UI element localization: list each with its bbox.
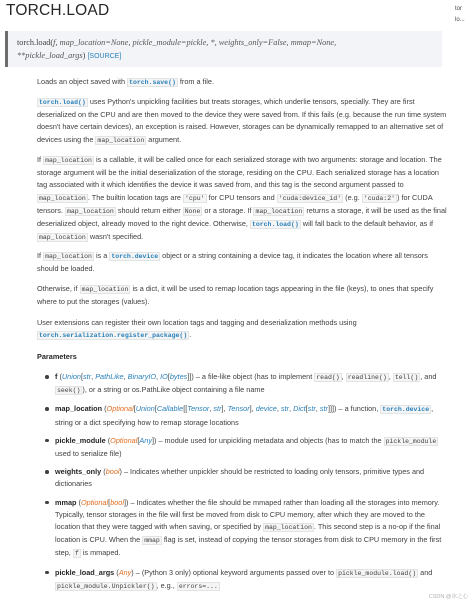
param-desc: , e.g., (156, 580, 175, 590)
text: should return either (117, 205, 181, 215)
param-pickle-load-args: pickle_load_args (Any) – (Python 3 only) optional keyword arguments passed over to pickle_module.load() and pickle_module.Unpickler() , e.g., errors=... (45, 567, 449, 593)
param-desc: used to serialize file) (55, 449, 122, 459)
type-link[interactable]: str (83, 372, 92, 381)
param-desc: , and (420, 372, 437, 381)
code-cuda-device-tag: 'cuda:device_id' (278, 194, 342, 202)
param-name: mmap (55, 497, 77, 507)
side-caption-top: tor (455, 6, 463, 12)
text: wasn't specified. (89, 232, 144, 242)
code-mmap: mmap (144, 537, 160, 545)
dict-paragraph (37, 283, 449, 308)
code-seek: seek() (57, 387, 81, 395)
register-package-link[interactable]: torch.serialization.register_package() (39, 332, 188, 340)
page-title: TORCH.LOAD (6, 2, 110, 19)
signature-params-line2: **pickle_load_args (17, 51, 83, 60)
callable-paragraph (37, 154, 449, 244)
text: . The builtin location tags are (87, 192, 181, 202)
text: User extensions can register their own location tags and tagging and deserialization methods using (37, 318, 357, 327)
code-map-location: map_location (67, 207, 114, 215)
type-link[interactable]: Optional (80, 497, 109, 507)
code-map-location: map_location (45, 157, 92, 164)
code-pickle-unpickler: pickle_module.Unpickler() (57, 582, 155, 590)
type-link[interactable]: str (307, 404, 316, 414)
type-link[interactable]: str (213, 404, 222, 414)
type-link[interactable]: Tensor (187, 404, 210, 414)
type-link[interactable]: Optional (110, 435, 138, 445)
signature-params-line1: f, map_location=None, pickle_module=pickle, *, weights_only=False, mmap=None, (53, 38, 337, 47)
param-name: map_location (55, 404, 103, 414)
type-link[interactable]: PathLike (95, 372, 124, 381)
param-desc: – Indicates whether unpickler should be restricted to loading only tensors, primitive types and dictionaries (55, 467, 425, 489)
parameters-list (45, 371, 449, 593)
source-link[interactable]: [SOURCE] (87, 53, 122, 60)
intro-text-end: from a file. (179, 77, 214, 86)
type-link[interactable]: Union (61, 372, 81, 381)
torch-load-link[interactable]: torch.load() (39, 99, 86, 106)
param-desc: and (420, 567, 433, 577)
param-desc: – a function, (338, 404, 379, 414)
text: . (189, 330, 192, 340)
param-name: f (55, 372, 58, 381)
torch-device-link[interactable]: torch.device (382, 406, 430, 414)
code-map-location: map_location (97, 136, 145, 144)
type-link[interactable]: Tensor (227, 404, 250, 414)
type-link[interactable]: str (280, 404, 289, 414)
type-link[interactable]: Callable (156, 404, 184, 414)
param-f: f (Union[str, PathLike, BinaryIO, IO[bytes]]) – a file-like object (has to implement read() , readline() , tell() , and seek() ), or a string or os.PathLike object containing a file name (45, 371, 449, 397)
storage-paragraph (37, 96, 449, 147)
text: for CPU tensors and (208, 192, 275, 202)
param-weights-only: weights_only (bool) – Indicates whether unpickler should be restricted to loading only tensors, primitive types and dictionaries (45, 466, 449, 490)
text: is a dict, it will be used to remap location tags appearing in the file (keys), to ones that specify where to put the storages (values). (37, 284, 434, 307)
param-desc: – a file-like object (has to implement (195, 372, 313, 381)
extensions-paragraph (37, 317, 449, 342)
intro-paragraph (37, 76, 449, 89)
text: ) for CUDA tensors. (37, 192, 433, 215)
param-desc: , string or a dict specifying how to remap storage locations (55, 404, 434, 427)
type-link[interactable]: Any (118, 567, 132, 577)
param-desc: . This second step is a no-op if the final location is CPU. When the (55, 522, 441, 545)
code-cpu-tag: 'cpu' (185, 194, 205, 202)
intro-text: Loads an object saved with (37, 77, 126, 86)
code-map-location: map_location (39, 234, 86, 242)
code-pickle-module: pickle_module (385, 437, 437, 445)
param-desc: ), or a string or os.PathLike object containing a file name (82, 385, 265, 395)
code-readline: readline() (347, 374, 387, 381)
storage-text: uses Python's unpickling facilities but treats storages, which underlie tensors, specially. They are first deserialized on the CPU and are then moved to the device they were saved from. If this fails (e.g. because the run time system doesn't have certain devices), an exception is raised. However, storages can be dynamically remapped to an alternative set of devices using the (37, 97, 447, 144)
param-desc: – module used for unpickling metadata and objects (has to match the (158, 435, 382, 445)
type-link[interactable]: str (319, 404, 328, 414)
watermark: CSDN @冰之心 (428, 594, 468, 600)
type-link[interactable]: bool (105, 467, 120, 477)
text: object or a string containing a device tag, it indicates the location where all tensors should be loaded. (37, 251, 428, 274)
punct: ]]) (187, 372, 194, 381)
text: If (37, 155, 42, 164)
code-map-location: map_location (81, 286, 129, 293)
code-map-location: map_location (39, 194, 86, 202)
code-read: read() (316, 374, 340, 381)
torch-save-link[interactable]: torch.save() (129, 79, 176, 86)
code-cuda-2-tag: 'cuda:2' (363, 194, 396, 202)
code-map-location: map_location (45, 253, 92, 260)
function-signature (5, 31, 442, 67)
type-link[interactable]: BinaryIO (127, 372, 157, 381)
code-tell: tell() (394, 374, 419, 381)
storage-text-end: argument. (148, 134, 182, 144)
type-link[interactable]: Dict (293, 404, 306, 414)
code-f: f (74, 550, 79, 558)
text: If (37, 251, 42, 260)
type-link[interactable]: device (255, 404, 277, 414)
param-pickle-module: pickle_module (Optional[Any]) – module used for unpickling metadata and objects (has to match the pickle_module used to serialize file) (45, 435, 449, 460)
device-paragraph (37, 250, 449, 275)
signature-close-paren: ) (82, 51, 86, 60)
punct: ( (59, 372, 62, 381)
type-link[interactable]: bytes (169, 372, 188, 381)
param-name: pickle_module (55, 435, 106, 445)
param-desc: – Indicates whether the file should be mmaped rather than loading all the storages into memory. Typically, tensor storages in the file will first be moved from disk to CPU memory, after which they are moved to the location that they were tagged with when saving, or specified by (55, 497, 440, 532)
param-mmap: mmap (Optional[bool]) – Indicates whether the file should be mmaped rather than loading all the storages into memory. Typically, tensor storages in the file will first be moved from disk to CPU memory, after which they are moved to the location that they were tagged with when saving, or specified by map_location . This second step is a no-op if the final location is CPU. When the mmap flag is set, instead of copying the tensor storages from disk to CPU memory in the first step, f is mmaped. (45, 497, 449, 561)
code-none: None (184, 207, 201, 215)
param-desc: flag is set, instead of copying the tensor storages from disk to CPU memory in the first step, (55, 535, 442, 558)
param-desc: is mmaped. (82, 548, 121, 558)
type-link[interactable]: Union (135, 404, 155, 414)
param-name: weights_only (55, 467, 102, 477)
side-caption-bottom: lo... (455, 17, 465, 23)
text: is a (95, 251, 108, 260)
text: (e.g. (345, 192, 360, 202)
text: returns a storage, it will be used as the final deserialized object, already moved to the right device. Otherwise, (37, 205, 447, 229)
text: is a callable, it will be called once for each serialized storage with two arguments: storage and location. The storage argument will be the initial deserialization of the storage, residing on the CPU. Each serialized storage has a location tag associated with it which identifies the device it was saved from, and this tag is the second argument passed to (37, 155, 442, 190)
param-name: pickle_load_args (55, 567, 115, 577)
code-pickle-load: pickle_module.load() (338, 569, 417, 577)
param-map-location: map_location (Optional[Union[Callable[[Tensor, str], Tensor], device, str, Dict[str, str]]]) – a function, torch.device , string or a dict specifying how to remap storage locations (45, 403, 449, 428)
signature-function-name: torch.load( (17, 38, 54, 47)
type-link[interactable]: Optional (106, 404, 134, 414)
code-map-location: map_location (255, 207, 303, 215)
doc-body (37, 76, 449, 590)
param-desc: – (Python 3 only) optional keyword arguments passed over to (135, 567, 335, 577)
torch-device-link[interactable]: torch.device (111, 253, 159, 260)
code-errors: errors=... (178, 582, 218, 590)
code-map-location: map_location (265, 524, 312, 532)
torch-load-link[interactable]: torch.load() (251, 221, 299, 229)
type-link[interactable]: Any (139, 435, 152, 445)
type-link[interactable]: bool (110, 497, 124, 507)
text: or a storage. If (204, 205, 252, 215)
type-link[interactable]: IO (160, 372, 168, 381)
text: will fall back to the default behavior, as if (302, 219, 433, 229)
parameters-heading: Parameters (37, 352, 77, 361)
text: Otherwise, if (37, 284, 78, 293)
